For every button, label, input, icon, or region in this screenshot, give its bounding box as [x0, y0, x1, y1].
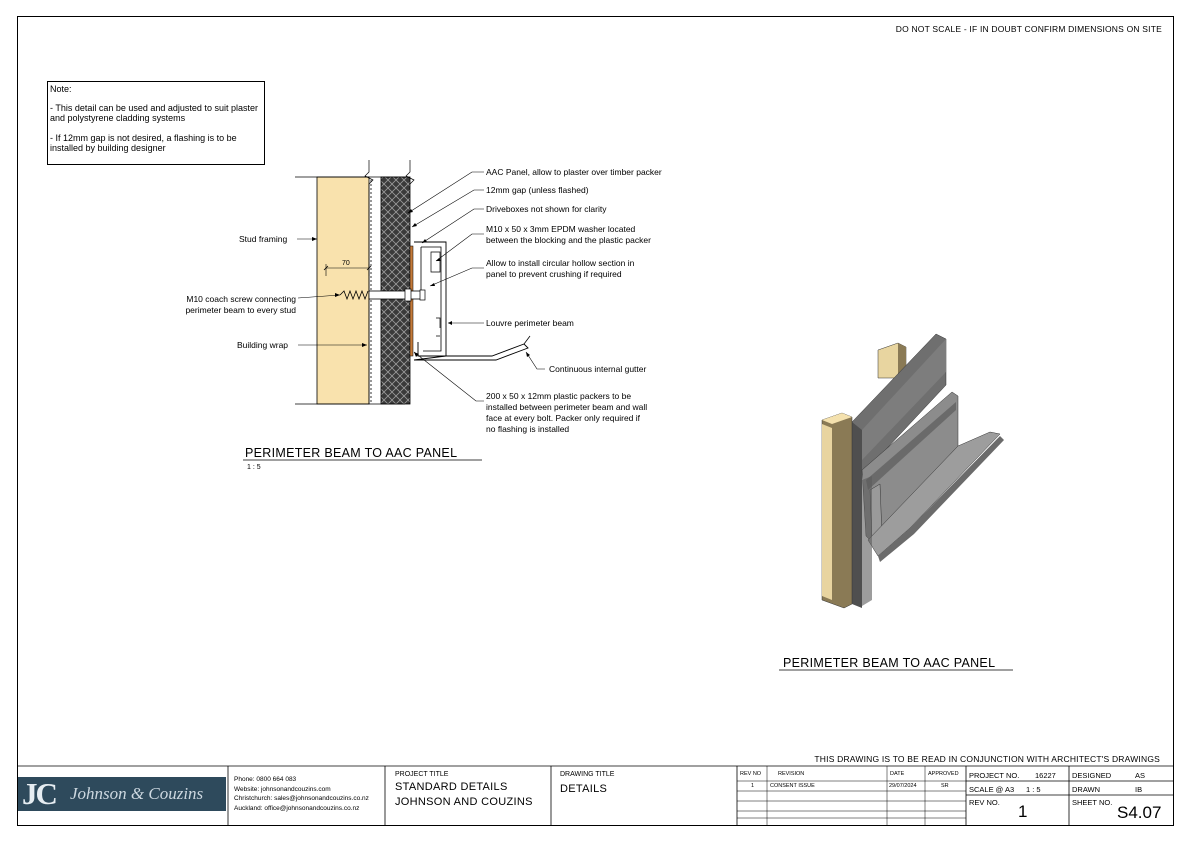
scale-value: 1 : 5	[1026, 785, 1041, 794]
label-packers-1: 200 x 50 x 12mm plastic packers to be	[486, 391, 632, 401]
label-aac-panel: AAC Panel, allow to plaster over timber packer	[486, 167, 662, 177]
label-packers-3: face at every bolt. Packer only required if	[486, 413, 641, 423]
rev-header-rev-no: REV NO	[740, 771, 762, 777]
note-line-1: - This detail can be used and adjusted to suit plaster and polystyrene cladding systems	[50, 102, 258, 123]
designed-value: AS	[1135, 771, 1146, 780]
project-no: 16227	[1035, 771, 1056, 780]
drawn-value: IB	[1135, 785, 1143, 794]
scale-notice: DO NOT SCALE - IF IN DOUBT CONFIRM DIMENSIONS ON SITE	[895, 24, 1162, 34]
section-title: PERIMETER BEAM TO AAC PANEL	[245, 446, 458, 460]
scale-label: SCALE @ A3	[969, 785, 1015, 794]
label-packers-2: installed between perimeter beam and wall	[486, 402, 648, 412]
label-driveboxes: Driveboxes not shown for clarity	[486, 204, 607, 214]
company-logo	[18, 777, 226, 811]
iso-view	[822, 334, 1004, 608]
rev-header-approved: APPROVED	[928, 771, 959, 777]
drawn-label: DRAWN	[1072, 785, 1101, 794]
project-title-label: PROJECT TITLE	[395, 771, 449, 778]
logo-initials: JC	[22, 776, 56, 811]
label-chs-1: Allow to install circular hollow section in	[486, 258, 635, 268]
sheet-no-label: SHEET NO.	[1072, 798, 1113, 807]
drawing-title-label: DRAWING TITLE	[560, 771, 615, 778]
label-stud-framing: Stud framing	[239, 234, 288, 244]
rev-row-approved: SR	[941, 783, 949, 789]
dimension-70: 70	[342, 260, 350, 267]
note-title: Note:	[50, 84, 72, 94]
label-gap: 12mm gap (unless flashed)	[486, 185, 589, 195]
contact-website: Website: johnsonandcouzins.com	[234, 785, 331, 793]
rev-row-rev-no: 1	[751, 783, 755, 789]
note-line-2: - If 12mm gap is not desired, a flashing is to be installed by building designer	[50, 132, 237, 153]
project-no-label: PROJECT NO.	[969, 771, 1020, 780]
rev-row-date: 29/07/2024	[889, 783, 917, 789]
label-building-wrap: Building wrap	[237, 340, 289, 350]
contact-auckland: Auckland: office@johnsonandcouzins.co.nz	[234, 804, 360, 812]
contact-block	[234, 775, 369, 813]
label-louvre-beam: Louvre perimeter beam	[486, 318, 574, 328]
label-chs-2: panel to prevent crushing if required	[486, 269, 622, 279]
rev-header-revision: REVISION	[778, 771, 805, 777]
rev-no-label: REV NO.	[969, 798, 1000, 807]
stud-framing	[317, 177, 369, 404]
label-gutter: Continuous internal gutter	[549, 364, 647, 374]
label-washer-2: between the blocking and the plastic packer	[486, 235, 651, 245]
contact-christchurch: Christchurch: sales@johnsonandcouzins.co.nz	[234, 795, 369, 802]
logo-text: Johnson & Couzins	[70, 784, 204, 803]
sheet-no-value: S4.07	[1117, 803, 1162, 822]
drawing-title: DETAILS	[560, 783, 608, 795]
contact-phone: Phone: 0800 664 083	[234, 776, 297, 783]
label-washer-1: M10 x 50 x 3mm EPDM washer located	[486, 224, 636, 234]
iso-title: PERIMETER BEAM TO AAC PANEL	[783, 656, 996, 670]
section-scale: 1 : 5	[247, 464, 261, 471]
rev-row-revision: CONSENT ISSUE	[770, 783, 815, 789]
label-packers-4: no flashing is installed	[486, 424, 570, 434]
project-title-2: JOHNSON AND COUZINS	[395, 796, 533, 808]
rev-no-value: 1	[1018, 802, 1028, 821]
rev-header-date: DATE	[890, 771, 905, 777]
label-coach-screw-1: M10 coach screw connecting	[186, 294, 296, 304]
coach-screw	[369, 291, 423, 299]
label-coach-screw-2: perimeter beam to every stud	[185, 305, 296, 315]
designed-label: DESIGNED	[1072, 771, 1112, 780]
conjunction-notice: THIS DRAWING IS TO BE READ IN CONJUNCTION WITH ARCHITECT'S DRAWINGS	[814, 754, 1160, 764]
project-title-1: STANDARD DETAILS	[395, 781, 508, 793]
